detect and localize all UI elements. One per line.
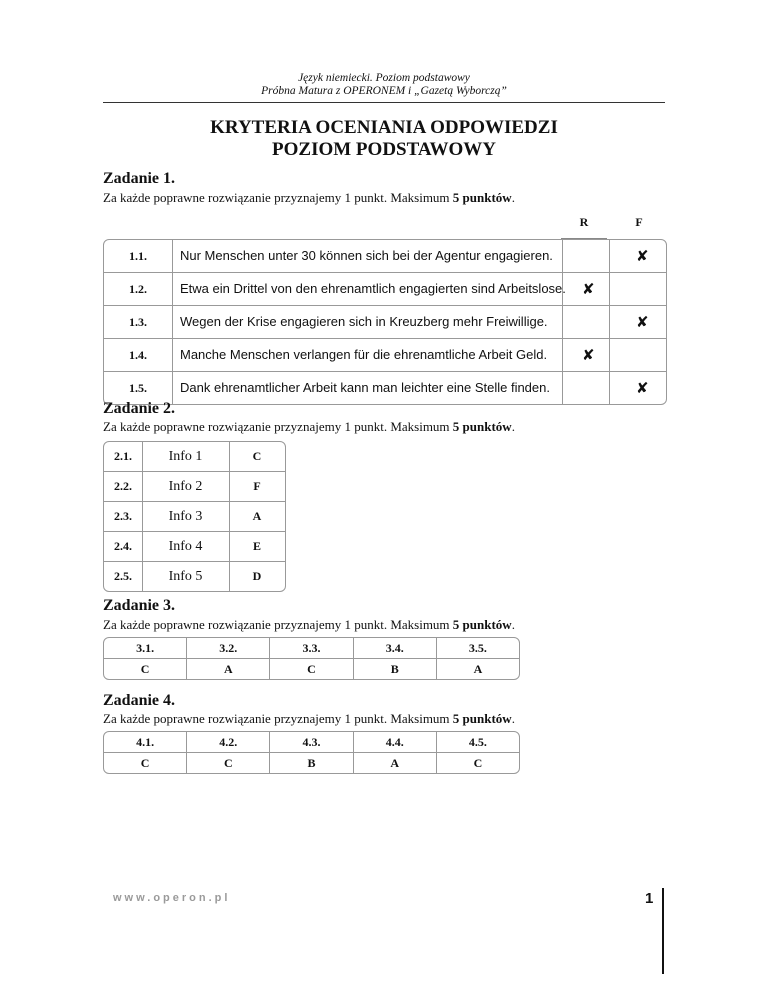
item-number: 1.1. — [104, 240, 173, 272]
item-number: 3.3. — [270, 638, 353, 658]
page-bar — [662, 888, 664, 974]
task2-desc-bold: 5 punktów — [452, 419, 512, 434]
header-subject: Język niemiecki. Poziom podstawowy — [298, 72, 470, 84]
task3-desc-end: . — [511, 617, 515, 632]
cell-f — [610, 339, 666, 371]
answer-mark-icon: ✘ — [636, 247, 649, 265]
task1-desc-bold: 5 punktów — [452, 190, 512, 205]
task4-heading: Zadanie 4. — [103, 692, 176, 709]
answer-letter: F — [253, 479, 261, 493]
table-row — [104, 372, 666, 404]
answer-letter: B — [354, 659, 437, 679]
table-row — [104, 502, 285, 532]
info-label: Info 1 — [142, 442, 230, 471]
task2-description — [103, 419, 515, 435]
item-number: 2.5. — [104, 562, 143, 591]
answer-letter: A — [187, 659, 270, 679]
answer-letter: A — [252, 509, 262, 523]
page-header — [103, 72, 665, 98]
footer-url: www.operon.pl — [113, 892, 231, 904]
answer-letter: C — [187, 753, 270, 773]
answer-row — [104, 753, 519, 773]
task4-table — [103, 731, 520, 774]
task2-desc-text: Za każde poprawne rozwiązanie przyznajemy 1 punkt. Maksimum — [103, 419, 453, 434]
item-number: 4.4. — [354, 732, 437, 752]
cell-r — [562, 372, 610, 404]
header-row — [104, 732, 519, 753]
task1-table — [103, 239, 667, 405]
item-number: 2.3. — [104, 502, 143, 531]
task3-desc-bold: 5 punktów — [452, 617, 512, 632]
table-row — [104, 562, 285, 591]
task1-desc-text: Za każde poprawne rozwiązanie przyznajemy 1 punkt. Maksimum — [103, 190, 453, 205]
header-divider — [103, 102, 665, 103]
task2-heading: Zadanie 2. — [103, 400, 176, 417]
statement-text: Wegen der Krise engagieren sich in Kreuzberg mehr Freiwillige. — [180, 314, 548, 329]
answer-letter: C — [270, 659, 353, 679]
answer-mark-icon: ✘ — [636, 313, 649, 331]
header-exam: Próbna Matura z OPERONEM i „Gazetą Wyborczą” — [261, 85, 507, 97]
task4-desc-end: . — [511, 711, 515, 726]
task3-heading: Zadanie 3. — [103, 597, 176, 614]
page-title — [103, 117, 665, 161]
item-number: 4.3. — [270, 732, 353, 752]
item-number: 4.5. — [468, 735, 487, 749]
answer-letter: A — [473, 662, 483, 676]
answer-mark-icon: ✘ — [582, 280, 595, 298]
info-label: Info 3 — [142, 502, 230, 531]
item-number: 1.2. — [104, 273, 173, 305]
cell-f — [610, 372, 666, 404]
cell-f — [610, 273, 666, 305]
task3-description — [103, 617, 515, 633]
info-label: Info 4 — [142, 532, 230, 561]
statement-text: Dank ehrenamtlicher Arbeit kann man leichter eine Stelle finden. — [180, 380, 550, 395]
answer-letter: E — [252, 539, 261, 553]
answer-mark-icon: ✘ — [636, 379, 649, 397]
answer-letter: C — [473, 756, 483, 770]
title-line-2: POZIOM PODSTAWOWY — [272, 139, 496, 160]
table-row — [104, 306, 666, 339]
cell-r — [562, 273, 610, 305]
answer-letter: A — [354, 753, 437, 773]
item-number: 1.3. — [104, 306, 173, 338]
answer-letter: C — [104, 753, 187, 773]
table-row — [104, 472, 285, 502]
task4-desc-text: Za każde poprawne rozwiązanie przyznajemy 1 punkt. Maksimum — [103, 711, 453, 726]
item-number: 2.1. — [104, 442, 143, 471]
page-number: 1 — [645, 890, 654, 907]
info-label: Info 5 — [142, 562, 230, 591]
column-header-f: F — [635, 215, 643, 229]
task2-table — [103, 441, 286, 592]
cell-f — [610, 240, 666, 272]
item-number: 2.4. — [104, 532, 143, 561]
task4-description — [103, 711, 515, 727]
cell-r — [562, 240, 610, 272]
task1-description — [103, 190, 515, 206]
cell-f — [610, 306, 666, 338]
answer-row — [104, 659, 519, 679]
task1-heading: Zadanie 1. — [103, 170, 176, 187]
table-row — [104, 339, 666, 372]
title-line-1: KRYTERIA OCENIANIA ODPOWIEDZI — [210, 117, 558, 138]
cell-r — [562, 306, 610, 338]
table-row — [104, 240, 666, 273]
answer-letter: C — [104, 659, 187, 679]
answer-letter: C — [252, 449, 262, 463]
item-number: 4.1. — [104, 732, 187, 752]
answer-mark-icon: ✘ — [582, 346, 595, 364]
item-number: 2.2. — [104, 472, 143, 501]
header-row — [104, 638, 519, 659]
table-row — [104, 442, 285, 472]
task4-desc-bold: 5 punktów — [452, 711, 512, 726]
cell-r — [562, 339, 610, 371]
task2-desc-end: . — [511, 419, 515, 434]
table-row — [104, 273, 666, 306]
item-number: 3.5. — [468, 641, 487, 655]
statement-text: Manche Menschen verlangen für die ehrenamtliche Arbeit Geld. — [180, 347, 548, 362]
column-header-r: R — [579, 215, 589, 229]
item-number: 1.5. — [104, 372, 173, 404]
item-number: 4.2. — [187, 732, 270, 752]
table-row — [104, 532, 285, 562]
item-number: 3.1. — [104, 638, 187, 658]
item-number: 3.2. — [187, 638, 270, 658]
statement-text: Etwa ein Drittel von den ehrenamtlich engagierten sind Arbeitslose. — [180, 281, 566, 296]
item-number: 1.4. — [104, 339, 173, 371]
task1-desc-end: . — [511, 190, 515, 205]
item-number: 3.4. — [354, 638, 437, 658]
statement-text: Nur Menschen unter 30 können sich bei der Agentur engagieren. — [180, 248, 553, 263]
answer-letter: B — [270, 753, 353, 773]
task3-table — [103, 637, 520, 680]
task3-desc-text: Za każde poprawne rozwiązanie przyznajemy 1 punkt. Maksimum — [103, 617, 453, 632]
answer-letter: D — [252, 569, 262, 583]
info-label: Info 2 — [142, 472, 230, 501]
